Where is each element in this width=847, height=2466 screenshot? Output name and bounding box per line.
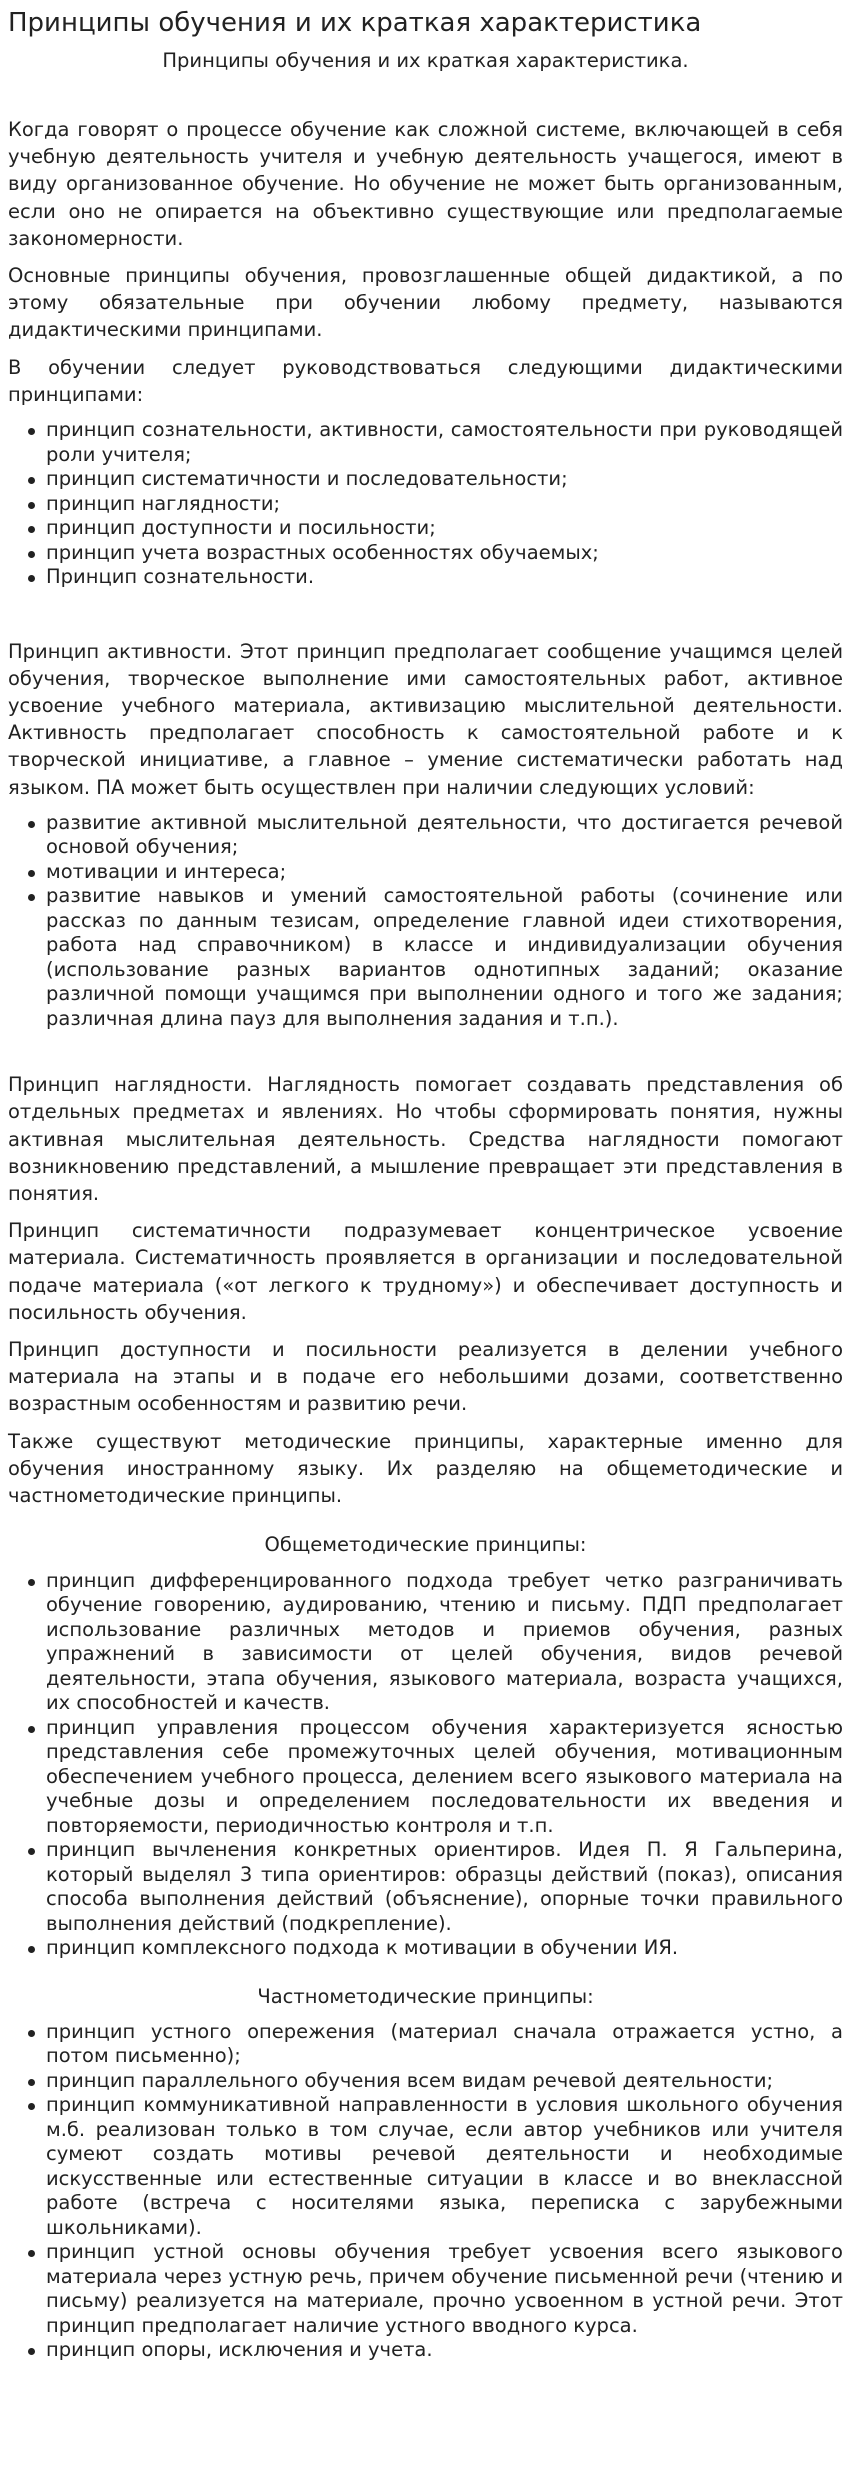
list-item: принцип параллельного обучения всем видам речевой деятельности; bbox=[46, 2069, 843, 2094]
intro-paragraph-3: В обучении следует руководствоваться следующими дидактическими принципами: bbox=[8, 355, 843, 406]
list-item: принцип доступности и посильности; bbox=[46, 516, 843, 541]
activity-paragraph: Принцип активности. Этот принцип предполагает сообщение учащимся целей обучения, творческое выполнение ими самостоятельных работ, активное усвоение учебного материала, активизацию мыслительной деятельности. Активность предполагает способность к самостоятельной работе и к творческой инициативе, а главное – умение систематически работать над языком. ПА может быть осуществлен при наличии следующих условий: bbox=[8, 639, 843, 799]
list-item: принцип комплексного подхода к мотивации в обучении ИЯ. bbox=[46, 1936, 843, 1961]
list-item: принцип систематичности и последовательности; bbox=[46, 467, 843, 492]
list-item: принцип устного опережения (материал сначала отражается устно, а потом письменно); bbox=[46, 2019, 843, 2068]
list-item: принцип учета возрастных особенностях обучаемых; bbox=[46, 541, 843, 566]
list-item: принцип дифференцированного подхода требует четко разграничивать обучение говорению, аудированию, чтению и письму. ПДП предполагает использование различных методов и приемов обучения, разных упражнений в зависимости от целей обучения, видов речевой деятельности, этапа обучения, языкового материала, возраста учащихся, их способностей и качеств. bbox=[46, 1568, 843, 1714]
general-principles-heading: Общеметодические принципы: bbox=[264, 1533, 587, 1557]
didactic-principles-list bbox=[8, 418, 843, 590]
list-item: развитие активной мыслительной деятельности, что достигается речевой основой обучения; bbox=[46, 810, 843, 859]
document-subtitle: Принципы обучения и их краткая характеристика. bbox=[162, 49, 689, 72]
accessibility-paragraph: Принцип доступности и посильности реализуется в делении учебного материала на этапы и в подаче его небольшими дозами, соответственно возрастным особенностям и развитию речи. bbox=[8, 1338, 843, 1416]
list-item: принцип сознательности, активности, самостоятельности при руководящей роли учителя; bbox=[46, 418, 843, 466]
intro-paragraph-2: Основные принципы обучения, провозглашенные общей дидактикой, а по этому обязательные при обучении любому предмету, называются дидактическими принципами. bbox=[8, 264, 843, 342]
list-item: принцип наглядности; bbox=[46, 492, 843, 517]
activity-conditions-list bbox=[8, 811, 843, 1032]
general-principles-list bbox=[8, 1569, 843, 1961]
list-item: принцип устной основы обучения требует усвоения всего языкового материала через устную речь, причем обучение письменной речи (чтению и письму) реализуется на материале, прочно усвоенном в устной речи. Этот принцип предполагает наличие устного вводного курса. bbox=[46, 2240, 843, 2337]
list-item: принцип вычленения конкретных ориентиров. Идея П. Я Гальперина, который выделял 3 типа ориентиров: образцы действий (показ), описания способа выполнения действий (объяснение), опорные точки правильного выполнения действий (подкрепление). bbox=[46, 1838, 843, 1935]
list-item: развитие навыков и умений самостоятельной работы (сочинение или рассказ по данным тезисам, определение главной идеи стихотворения, работа над справочником) в классе и индивидуализации обучения (использование разных вариантов однотипных заданий; оказание различной помощи учащимся при выполнении одного и того же задания; различная длина пауз для выполнения задания и т.п.). bbox=[46, 884, 843, 1030]
list-item: Принцип сознательности. bbox=[46, 565, 843, 590]
list-item: мотивации и интереса; bbox=[46, 860, 843, 885]
list-item: принцип коммуникативной направленности в условия школьного обучения м.б. реализован только в том случае, если автор учебников или учителя сумеют создать мотивы речевой деятельности и необходимые искусственные или естественные ситуации в классе и во внеклассной работе (встреча с носителями языка, переписка с зарубежными школьниками). bbox=[46, 2093, 843, 2239]
systematic-paragraph: Принцип систематичности подразумевает концентрическое усвоение материала. Систематичность проявляется в организации и последовательной подаче материала («от легкого к трудному») и обеспечивает доступность и посильность обучения. bbox=[8, 1219, 843, 1324]
specific-principles-heading: Частнометодические принципы: bbox=[257, 1984, 594, 2008]
visual-paragraph: Принцип наглядности. Наглядность помогает создавать представления об отдельных предметах и явлениях. Но чтобы сформировать понятия, нужны активная мыслительная деятельность. Средства наглядности помогают возникновению представлений, а мышление превращает эти представления в понятия. bbox=[8, 1073, 843, 1206]
specific-principles-list bbox=[8, 2020, 843, 2363]
spacer bbox=[8, 1031, 843, 1071]
intro-paragraph-1: Когда говорят о процессе обучение как сложной системе, включающей в себя учебную деятельность учителя и учебную деятельность учащегося, имеют в виду организованное обучение. Но обучение не может быть организованным, если оно не опирается на объективно существующие или предполагаемые закономерности. bbox=[8, 118, 843, 250]
list-item: принцип опоры, исключения и учета. bbox=[46, 2338, 843, 2363]
spacer bbox=[8, 590, 843, 638]
methodical-intro-paragraph: Также существуют методические принципы, характерные именно для обучения иностранному языку. Их разделяю на общеметодические и частнометодические принципы. bbox=[8, 1429, 843, 1508]
page-title: Принципы обучения и их краткая характеристика bbox=[8, 8, 702, 38]
list-item: принцип управления процессом обучения характеризуется ясностью представления себе промежуточных целей обучения, мотивационным обеспечением учебного процесса, делением всего языкового материала на учебные дозы и определением последовательности их введения и повторяемости, периодичностью контроля и т.п. bbox=[46, 1715, 843, 1837]
